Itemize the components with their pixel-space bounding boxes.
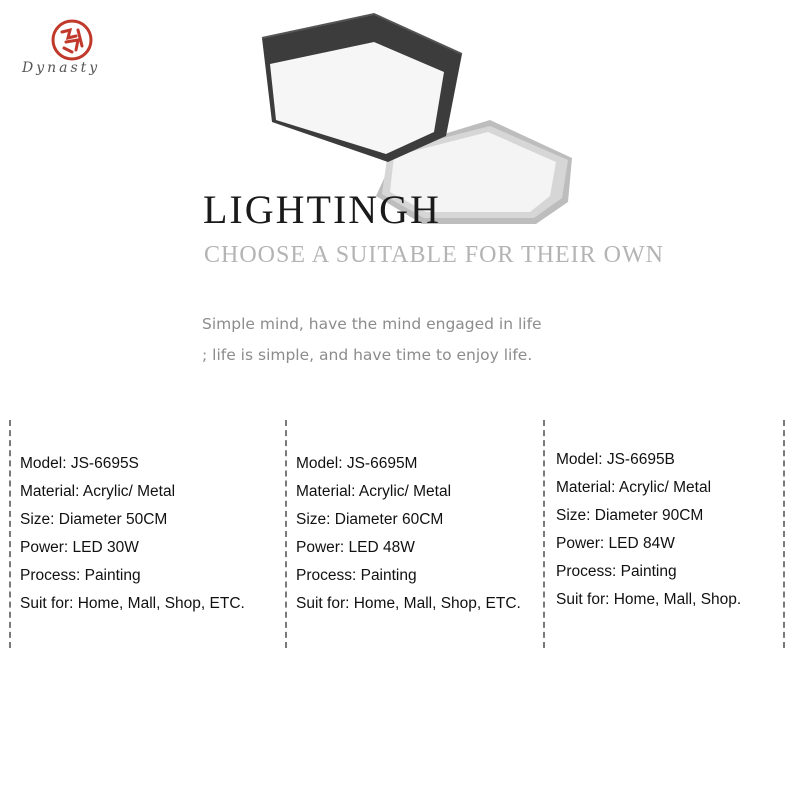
spec-power: Power: LED 84W: [556, 535, 675, 552]
subheadline: CHOOSE A SUITABLE FOR THEIR OWN: [204, 242, 664, 268]
spec-suit: Suit for: Home, Mall, Shop, ETC.: [296, 595, 521, 612]
spec-size: Size: Diameter 60CM: [296, 511, 444, 528]
spec-power: Power: LED 30W: [20, 539, 139, 556]
spec-process: Process: Painting: [556, 563, 677, 580]
spec-material: Material: Acrylic/ Metal: [20, 483, 176, 500]
spec-model: Model: JS-6695M: [296, 455, 418, 472]
spec-suit: Suit for: Home, Mall, Shop.: [556, 591, 742, 608]
dashed-divider: [285, 420, 287, 648]
tagline-line: Simple mind, have the mind engaged in life: [202, 315, 542, 333]
spec-column-b: [556, 446, 786, 614]
brand-seal-logo: [50, 18, 94, 62]
spec-material: Material: Acrylic/ Metal: [296, 483, 452, 500]
spec-material: Material: Acrylic/ Metal: [556, 479, 712, 496]
spec-process: Process: Painting: [20, 567, 141, 584]
spec-process: Process: Painting: [296, 567, 417, 584]
headline: LIGHTINGH: [203, 187, 441, 232]
dashed-divider: [9, 420, 11, 648]
spec-column-m: [296, 450, 556, 618]
spec-suit: Suit for: Home, Mall, Shop, ETC.: [20, 595, 245, 612]
spec-size: Size: Diameter 90CM: [556, 507, 704, 524]
spec-model: Model: JS-6695B: [556, 451, 675, 468]
spec-column-s: [20, 450, 280, 618]
dark-lamp: [262, 14, 462, 162]
tagline-line: ; life is simple, and have time to enjoy life.: [202, 346, 533, 364]
spec-model: Model: JS-6695S: [20, 455, 139, 472]
spec-power: Power: LED 48W: [296, 539, 415, 556]
brand-name: Dynasty: [22, 60, 101, 76]
spec-size: Size: Diameter 50CM: [20, 511, 168, 528]
